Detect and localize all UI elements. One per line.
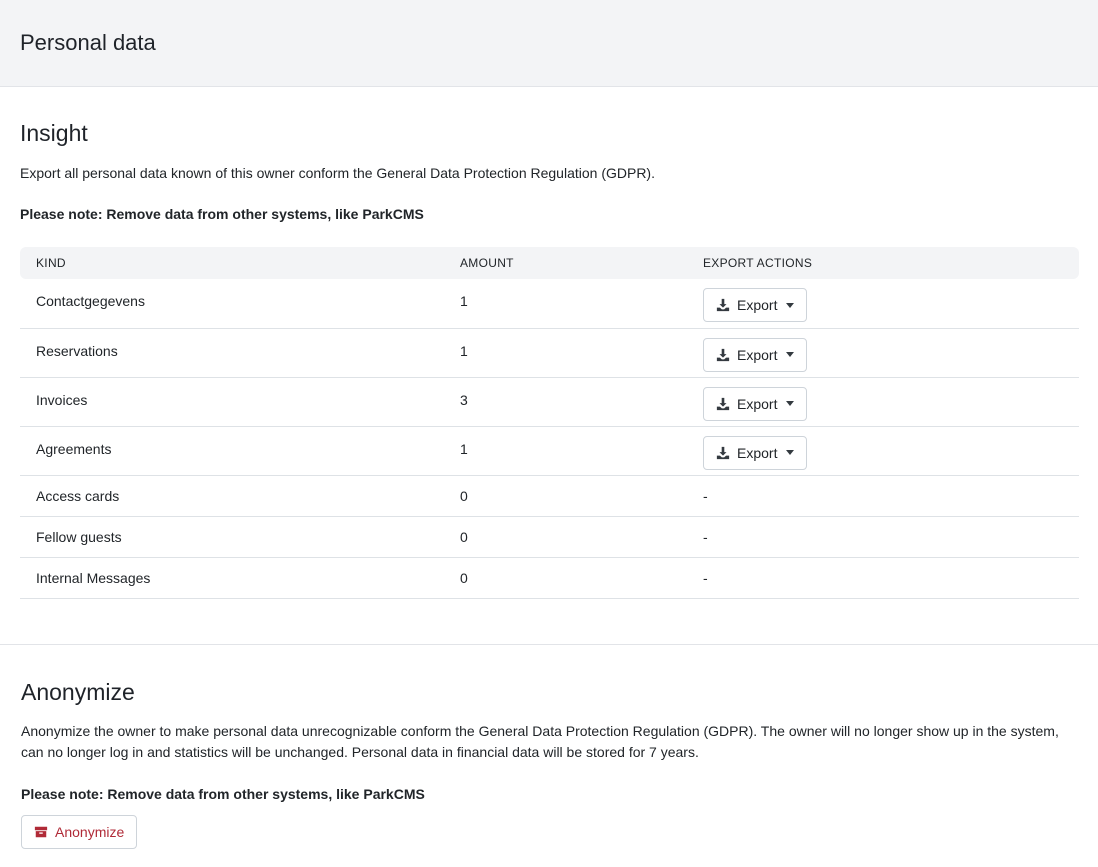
page-title: Personal data <box>20 30 156 55</box>
row-amount: 1 <box>444 328 687 377</box>
column-header-amount: AMOUNT <box>460 256 514 270</box>
anonymize-section <box>0 645 1098 849</box>
row-kind: Agreements <box>20 426 444 475</box>
row-kind: Invoices <box>20 377 444 426</box>
table-header-row <box>20 247 1079 279</box>
row-actions-empty: - <box>687 475 1079 516</box>
table-row <box>20 377 1079 426</box>
row-actions <box>687 328 1079 377</box>
table-row <box>20 426 1079 475</box>
anonymize-description: Anonymize the owner to make personal data unrecognizable conform the General Data Protection Regulation (GDPR). The owner will no longer show up in the system, can no longer log in and statistics will be unchanged. Personal data in financial data will be stored for 7 years. <box>21 722 1059 760</box>
export-label: Export <box>737 395 778 412</box>
row-kind: Contactgegevens <box>20 279 444 328</box>
column-header-export-actions: EXPORT ACTIONS <box>703 256 813 270</box>
download-icon <box>716 397 730 411</box>
export-contactgegevens-button[interactable] <box>703 288 807 322</box>
anonymize-button-label: Anonymize <box>55 823 125 840</box>
column-header-kind: KIND <box>36 256 66 270</box>
caret-down-icon <box>786 401 794 406</box>
personal-data-table <box>20 247 1079 599</box>
insight-description: Export all personal data known of this owner conform the General Data Protection Regulation (GDPR). <box>20 165 655 181</box>
table-row <box>20 557 1079 598</box>
row-actions-empty: - <box>687 516 1079 557</box>
export-agreements-button[interactable] <box>703 436 807 470</box>
anonymize-button[interactable] <box>21 815 137 849</box>
row-amount: 0 <box>444 475 687 516</box>
insight-note: Please note: Remove data from other systems, like ParkCMS <box>20 206 424 222</box>
insight-title: Insight <box>20 120 88 146</box>
caret-down-icon <box>786 303 794 308</box>
row-actions <box>687 377 1079 426</box>
row-kind: Fellow guests <box>20 516 444 557</box>
row-actions-empty: - <box>687 557 1079 598</box>
caret-down-icon <box>786 352 794 357</box>
table-row <box>20 516 1079 557</box>
export-reservations-button[interactable] <box>703 338 807 372</box>
row-amount: 3 <box>444 377 687 426</box>
row-amount: 0 <box>444 516 687 557</box>
row-kind: Reservations <box>20 328 444 377</box>
table-row <box>20 475 1079 516</box>
row-amount: 1 <box>444 426 687 475</box>
caret-down-icon <box>786 450 794 455</box>
row-amount: 1 <box>444 279 687 328</box>
table-row <box>20 328 1079 377</box>
page-header <box>0 0 1098 87</box>
archive-icon <box>34 825 48 839</box>
download-icon <box>716 298 730 312</box>
export-invoices-button[interactable] <box>703 387 807 421</box>
download-icon <box>716 348 730 362</box>
download-icon <box>716 446 730 460</box>
row-kind: Internal Messages <box>20 557 444 598</box>
table-row <box>20 279 1079 328</box>
row-actions <box>687 279 1079 328</box>
insight-section <box>0 87 1098 599</box>
anonymize-title: Anonymize <box>21 678 135 705</box>
row-amount: 0 <box>444 557 687 598</box>
anonymize-note: Please note: Remove data from other systems, like ParkCMS <box>21 785 425 802</box>
export-label: Export <box>737 346 778 363</box>
row-kind: Access cards <box>20 475 444 516</box>
export-label: Export <box>737 444 778 461</box>
row-actions <box>687 426 1079 475</box>
export-label: Export <box>737 297 778 313</box>
